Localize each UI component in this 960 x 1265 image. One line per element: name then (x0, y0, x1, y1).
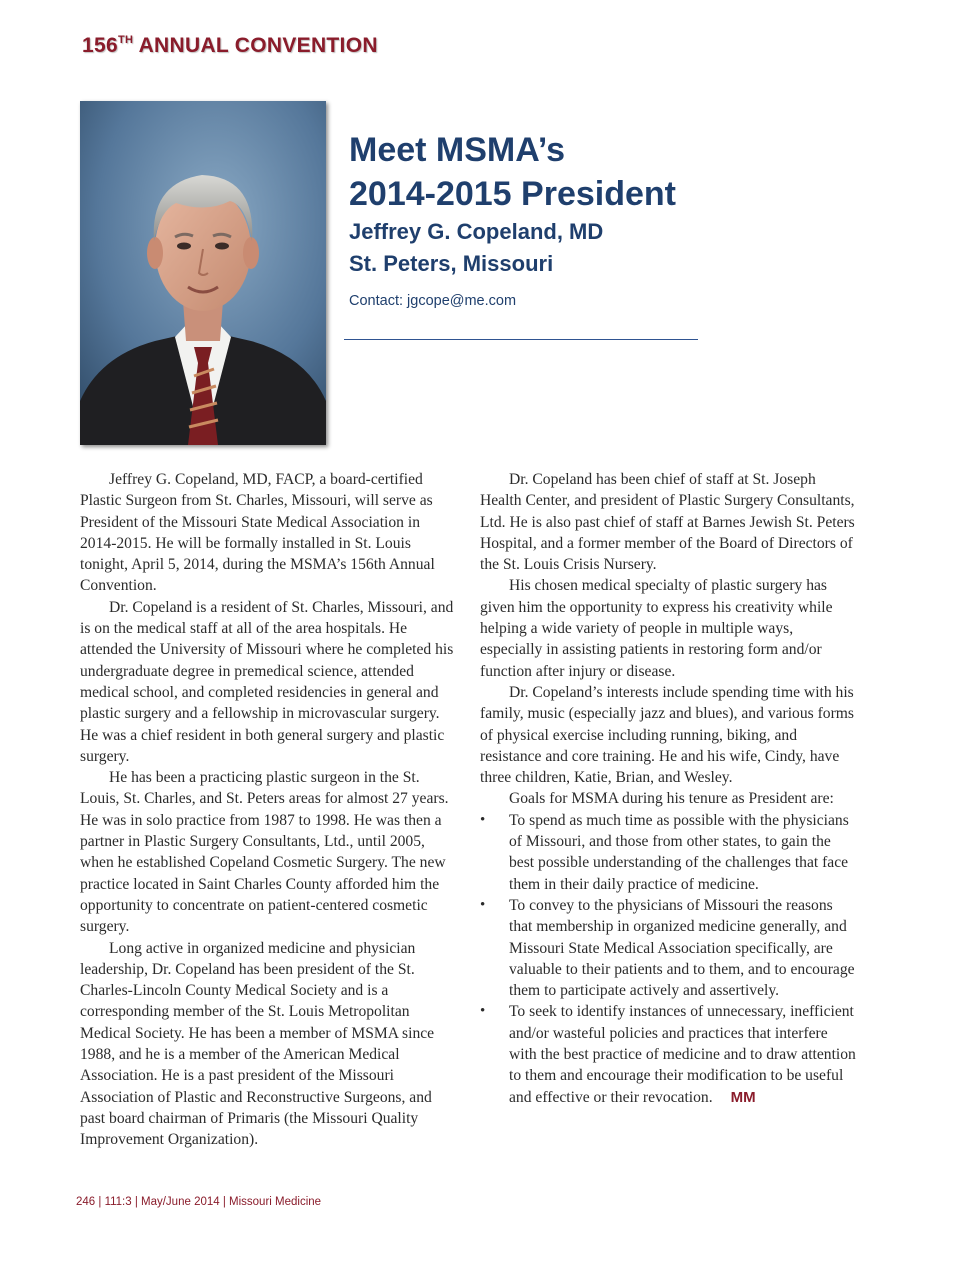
list-item: • To spend as much time as possible with the physicians of Missouri, and those from other states, to gain the best possible understanding of the challenges that face them in their daily practice of medicine. (480, 811, 849, 893)
paragraph: Goals for MSMA during his tenure as President are: (509, 790, 834, 808)
article-headline (349, 128, 676, 280)
convention-header: 156TH ANNUAL CONVENTION (82, 34, 378, 57)
bullet-icon: • (480, 896, 486, 913)
paragraph: Dr. Copeland is a resident of St. Charles, Missouri, and is on the medical staff at all of the area hospitals. He attended the University of Missouri where he completed his undergraduate degree in premedical science, attended medical school, and completed residencies in general and plastic surgery and a fellowship in microvascular surgery. He was a chief resident in both general surgery and plastic surgery. (80, 598, 454, 765)
bullet-icon: • (480, 811, 486, 828)
bullet-icon: • (480, 1003, 486, 1020)
president-portrait (80, 101, 326, 445)
goals-list (480, 810, 858, 1108)
headline-divider (344, 339, 698, 340)
headline-line-1: Meet MSMA’s (349, 131, 566, 169)
list-item: • To convey to the physicians of Missouri the reasons that membership in organized medicine generally, and Missouri State Medical Association specifically, are valuable to their patients and to them, and to encourage them to participate actively and assertively. (480, 896, 855, 1000)
paragraph: Jeffrey G. Copeland, MD, FACP, a board-certified Plastic Surgeon from St. Charles, Missouri, will serve as President of the Missouri State Medical Association in 2014-2015. He will be formally installed in St. Louis tonight, April 5, 2014, during the MSMA’s 156th Annual Convention. (80, 471, 435, 595)
paragraph: Long active in organized medicine and physician leadership, Dr. Copeland has been president of the St. Charles-Lincoln County Medical Society and is a corresponding member of the St. Louis Metropolitan Medical Society. He has been a member of MSMA since 1988, and he is a member of the American Medical Association. He is a past president of the Missouri Association of Plastic and Reconstructive Surgeons, and past board chairman of Primaris (the Missouri Quality Improvement Organization). (80, 939, 435, 1149)
paragraph: Dr. Copeland’s interests include spending time with his family, music (especially jazz and blues), and various forms of physical exercise including running, biking, and resistance and core training. He and his wife, Cindy, have three children, Katie, Brian, and Wesley. (480, 683, 854, 787)
portrait-image (80, 101, 326, 445)
paragraph: His chosen medical specialty of plastic surgery has given him the opportunity to express his creativity while helping a wide variety of people in multiple ways, especially in assisting patients in restoring form and/or function after injury or disease. (480, 577, 833, 680)
page-footer: 246 | 111:3 | May/June 2014 | Missouri Medicine (76, 1196, 322, 1208)
left-column (80, 469, 458, 1151)
paragraph: He has been a practicing plastic surgeon in the St. Louis, St. Charles, and St. Peters areas for almost 27 years. He was in solo practice from 1987 to 1998. He was then a partner in Plastic Surgery Consultants, Ltd., until 2005, when he established Copeland Cosmetic Surgery. The new practice located in Saint Charles County afforded him the opportunity to concentrate on patient-centered cosmetic surgery. (80, 769, 449, 936)
president-name: Jeffrey G. Copeland, MD (349, 219, 604, 244)
right-column (480, 469, 858, 1108)
list-item: • To seek to identify instances of unnecessary, inefficient and/or wasteful policies and practices that interfere with the best practice of medicine and to draw attention to them and encourage their modification to be useful and effective or their revocation. MM (480, 1003, 856, 1106)
paragraph: Dr. Copeland has been chief of staff at St. Joseph Health Center, and president of Plastic Surgery Consultants, Ltd. He is also past chief of staff at Barnes Jewish St. Peters Hospital, and a former member of the Board of Directors of the St. Louis Crisis Nursery. (480, 471, 855, 574)
end-mark: MM (730, 1088, 756, 1106)
president-location: St. Peters, Missouri (349, 251, 554, 276)
contact-email: Contact: jgcope@me.com (349, 293, 517, 309)
headline-line-2: 2014-2015 President (349, 175, 676, 213)
